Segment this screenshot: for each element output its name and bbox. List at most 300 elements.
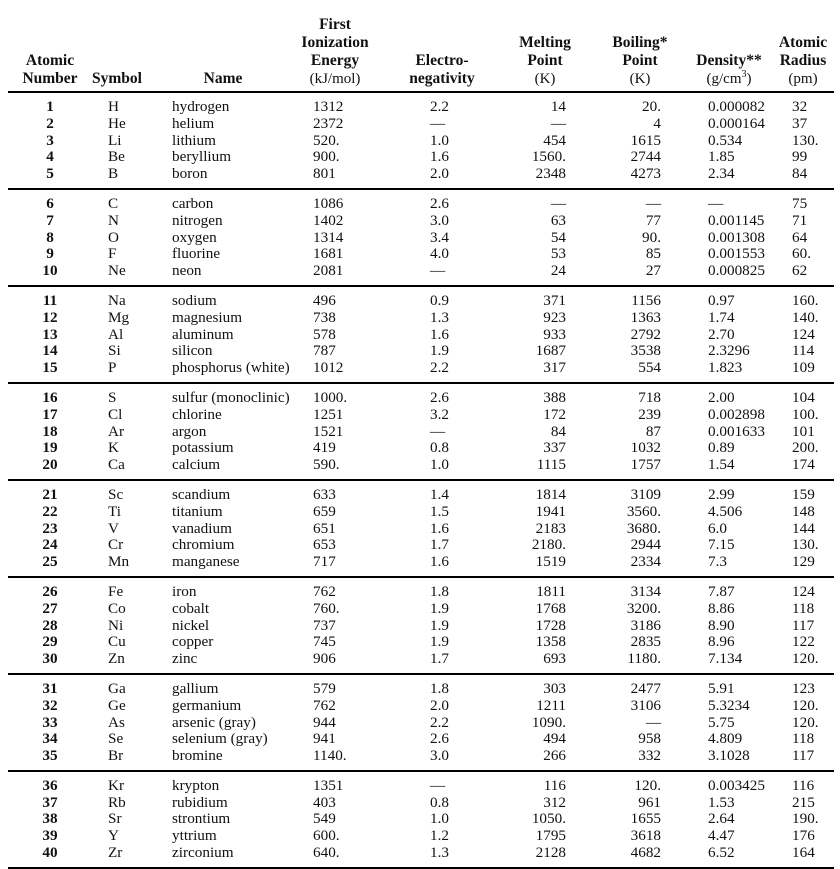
- melting-point-cell: 388: [496, 383, 594, 407]
- boiling-point-cell: 90.: [642, 228, 661, 246]
- boiling-point-cell: 3200.: [626, 599, 661, 617]
- atomic-radius-cell: 160.: [772, 286, 834, 310]
- melting-point-cell: 1814: [496, 480, 594, 504]
- symbol-cell: Ni: [108, 616, 124, 634]
- symbol-cell: C: [92, 189, 164, 213]
- atomic-radius-cell: 75: [772, 189, 834, 213]
- element-name-cell: aluminum: [172, 325, 234, 343]
- table-row: [8, 651, 834, 674]
- symbol-cell: Ca: [108, 456, 125, 474]
- atomic-number-cell: 27: [42, 599, 58, 617]
- melting-point-cell: 303: [496, 674, 594, 698]
- melting-point-cell: 312: [543, 793, 566, 811]
- table-row: [8, 771, 834, 795]
- melting-point-cell: 1090.: [531, 713, 566, 731]
- electronegativity-cell: 2.2: [430, 713, 449, 731]
- atomic-radius-cell: 159: [772, 480, 834, 504]
- ionization-energy-cell: 745: [313, 633, 336, 651]
- boiling-point-cell: 20.: [594, 92, 686, 116]
- ionization-energy-cell: 1681: [313, 245, 344, 263]
- element-name-cell: calcium: [172, 456, 221, 474]
- boiling-point-cell: 87: [645, 422, 661, 440]
- atomic-radius-cell: 190.: [792, 810, 819, 828]
- atomic-radius-cell: 117: [792, 616, 815, 634]
- electronegativity-cell: 2.6: [430, 730, 449, 748]
- element-name-cell: bromine: [172, 747, 223, 765]
- element-name-cell: yttrium: [172, 827, 217, 845]
- symbol-cell: Cu: [108, 633, 126, 651]
- atomic-radius-cell: 124: [792, 325, 815, 343]
- ionization-energy-cell: 1312: [282, 92, 388, 116]
- electronegativity-cell: 2.6: [388, 189, 496, 213]
- atomic-radius-cell: 164: [792, 844, 815, 862]
- table-row: [8, 424, 834, 441]
- density-cell: 1.74: [708, 308, 735, 326]
- electronegativity-cell: 2.2: [388, 92, 496, 116]
- table-row: [8, 795, 834, 812]
- atomic-number-cell: 24: [42, 536, 58, 554]
- density-cell: 3.1028: [708, 747, 750, 765]
- melting-point-cell: 317: [543, 359, 566, 377]
- atomic-radius-cell: 122: [792, 633, 815, 651]
- table-row: [8, 327, 834, 344]
- ionization-energy-cell: 579: [282, 674, 388, 698]
- melting-point-cell: 1795: [535, 827, 566, 845]
- atomic-radius-cell: 118: [792, 599, 815, 617]
- atomic-number-cell: 23: [42, 519, 58, 537]
- symbol-cell: Na: [92, 286, 164, 310]
- element-name-cell: sodium: [164, 286, 282, 310]
- melting-point-cell: 116: [496, 771, 594, 795]
- atomic-number-cell: 15: [42, 359, 58, 377]
- element-name-cell: germanium: [172, 696, 242, 714]
- atomic-number-cell: 18: [42, 422, 58, 440]
- table-row: [8, 92, 834, 116]
- electronegativity-cell: 3.2: [430, 405, 449, 423]
- symbol-cell: N: [108, 211, 119, 229]
- ionization-energy-cell: 496: [282, 286, 388, 310]
- density-cell: 0.003425: [686, 771, 772, 795]
- melting-point-cell: 1211: [536, 696, 566, 714]
- table-row: [8, 407, 834, 424]
- density-unit: $(g/cm^3)$: [706, 69, 752, 87]
- boiling-point-cell: 3618: [630, 827, 661, 845]
- melting-point-cell: 693: [543, 650, 566, 668]
- melting-point-cell: 337: [543, 439, 566, 457]
- density-cell: 2.70: [708, 325, 735, 343]
- ionization-energy-cell: 419: [313, 439, 336, 457]
- melting-point-cell: 172: [543, 405, 566, 423]
- atomic-number-cell: 35: [42, 747, 58, 765]
- ionization-energy-cell: 520.: [313, 131, 340, 149]
- density-cell: 4.809: [708, 730, 743, 748]
- symbol-cell: Li: [108, 131, 122, 149]
- element-properties-table: [8, 16, 834, 869]
- element-name-cell: chromium: [172, 536, 235, 554]
- melting-point-cell: 1115: [536, 456, 566, 474]
- atomic-number-cell: 25: [42, 553, 58, 571]
- electronegativity-cell: 2.0: [430, 165, 449, 183]
- element-name-cell: selenium (gray): [172, 730, 268, 748]
- ionization-energy-cell: 944: [313, 713, 336, 731]
- symbol-cell: Rb: [108, 793, 126, 811]
- atomic-radius-cell: 37: [792, 114, 808, 132]
- electronegativity-cell: 1.6: [430, 553, 449, 571]
- atomic-number-cell: 4: [46, 148, 54, 166]
- density-cell: 5.3234: [708, 696, 750, 714]
- atomic-number-cell: 26: [8, 577, 92, 601]
- table-row: [8, 618, 834, 635]
- table-row: [8, 213, 834, 230]
- electronegativity-cell: 1.8: [388, 674, 496, 698]
- melting-point-cell: 2180.: [531, 536, 566, 554]
- element-name-cell: strontium: [172, 810, 231, 828]
- melting-point-cell: 1768: [535, 599, 566, 617]
- element-name-cell: scandium: [164, 480, 282, 504]
- electronegativity-cell: 0.8: [430, 439, 449, 457]
- atomic-number-cell: 30: [42, 650, 58, 668]
- header-atomic-radius: Atomic Radius (pm): [778, 34, 828, 87]
- atomic-number-cell: 39: [42, 827, 58, 845]
- density-cell: 0.001308: [708, 228, 765, 246]
- melting-point-cell: 2128: [535, 844, 566, 862]
- atomic-radius-cell: 120.: [792, 713, 819, 731]
- density-cell: —: [686, 189, 772, 213]
- density-cell: 1.53: [708, 793, 735, 811]
- symbol-cell: F: [108, 245, 117, 263]
- element-name-cell: silicon: [172, 342, 213, 360]
- electronegativity-cell: 0.9: [388, 286, 496, 310]
- atomic-number-cell: 21: [8, 480, 92, 504]
- electronegativity-cell: —: [430, 422, 446, 440]
- electronegativity-cell: 1.9: [430, 599, 449, 617]
- atomic-radius-cell: 148: [792, 502, 815, 520]
- boiling-point-cell: 1180.: [627, 650, 661, 668]
- atomic-radius-cell: 117: [792, 747, 815, 765]
- electronegativity-cell: 4.0: [430, 245, 449, 263]
- boiling-point-cell: 2835: [630, 633, 661, 651]
- symbol-cell: Ge: [108, 696, 126, 714]
- symbol-cell: He: [108, 114, 126, 132]
- ionization-energy-cell: 1521: [313, 422, 344, 440]
- melting-point-cell: 923: [543, 308, 566, 326]
- atomic-radius-cell: 215: [792, 793, 815, 811]
- header-name: Name: [203, 70, 243, 87]
- density-cell: 0.000082: [686, 92, 772, 116]
- melting-point-cell: 454: [543, 131, 566, 149]
- symbol-cell: Co: [108, 599, 126, 617]
- ionization-energy-cell: 941: [313, 730, 336, 748]
- atomic-radius-cell: 32: [772, 92, 834, 116]
- density-cell: 7.15: [708, 536, 735, 554]
- symbol-cell: O: [108, 228, 119, 246]
- melting-point-cell: 266: [543, 747, 566, 765]
- element-name-cell: hydrogen: [164, 92, 282, 116]
- electronegativity-cell: 1.0: [430, 456, 449, 474]
- ionization-energy-cell: 1086: [282, 189, 388, 213]
- melting-point-cell: 1050.: [531, 810, 566, 828]
- boiling-point-cell: 958: [638, 730, 661, 748]
- ionization-energy-cell: 1351: [282, 771, 388, 795]
- density-cell: 2.3296: [708, 342, 750, 360]
- atomic-number-cell: 6: [8, 189, 92, 213]
- density-cell: 2.64: [708, 810, 735, 828]
- table-row: [8, 731, 834, 748]
- melting-point-cell: 63: [550, 211, 566, 229]
- ionization-energy-cell: 738: [313, 308, 336, 326]
- ionization-energy-cell: 633: [282, 480, 388, 504]
- ionization-energy-cell: 1000.: [282, 383, 388, 407]
- element-name-cell: chlorine: [172, 405, 222, 423]
- melting-point-cell: 2348: [535, 165, 566, 183]
- boiling-point-cell: 4682: [630, 844, 661, 862]
- melting-point-cell: 84: [550, 422, 566, 440]
- density-cell: 8.96: [708, 633, 735, 651]
- header-electronegativity: Electro- negativity: [409, 52, 475, 87]
- melting-point-cell: 1728: [535, 616, 566, 634]
- symbol-cell: Se: [108, 730, 124, 748]
- element-name-cell: copper: [172, 633, 214, 651]
- atomic-number-cell: 16: [8, 383, 92, 407]
- symbol-cell: Ga: [92, 674, 164, 698]
- boiling-point-cell: 4273: [630, 165, 661, 183]
- electronegativity-cell: 1.6: [430, 325, 449, 343]
- table-row: [8, 189, 834, 213]
- electronegativity-cell: 3.0: [430, 211, 449, 229]
- table-row: [8, 286, 834, 310]
- atomic-number-cell: 1: [8, 92, 92, 116]
- melting-point-cell: —: [550, 114, 566, 132]
- boiling-point-cell: 2334: [630, 553, 661, 571]
- boiling-point-cell: 27: [645, 262, 661, 280]
- atomic-radius-cell: 130.: [792, 536, 819, 554]
- symbol-cell: Zn: [108, 650, 125, 668]
- density-cell: 7.134: [708, 650, 743, 668]
- electronegativity-cell: 1.2: [430, 827, 449, 845]
- table-row: [8, 537, 834, 554]
- electronegativity-cell: 3.4: [430, 228, 449, 246]
- atomic-number-cell: 17: [42, 405, 58, 423]
- density-cell: 2.99: [686, 480, 772, 504]
- electronegativity-cell: 2.6: [388, 383, 496, 407]
- density-cell: 0.001633: [708, 422, 765, 440]
- atomic-number-cell: 34: [42, 730, 58, 748]
- ionization-energy-cell: 549: [313, 810, 336, 828]
- symbol-cell: Sr: [108, 810, 122, 828]
- ionization-energy-cell: 801: [313, 165, 336, 183]
- boiling-point-cell: 3680.: [626, 519, 661, 537]
- table-row: [8, 480, 834, 504]
- atomic-number-cell: 13: [42, 325, 58, 343]
- boiling-point-cell: 3106: [630, 696, 661, 714]
- boiling-point-cell: 2477: [594, 674, 686, 698]
- electronegativity-cell: 1.8: [388, 577, 496, 601]
- atomic-number-cell: 20: [42, 456, 58, 474]
- boiling-point-cell: 2744: [630, 148, 661, 166]
- electronegativity-cell: 1.3: [430, 308, 449, 326]
- electronegativity-cell: —: [430, 114, 446, 132]
- ionization-energy-cell: 600.: [313, 827, 340, 845]
- boiling-point-cell: 1032: [630, 439, 661, 457]
- melting-point-cell: 1811: [496, 577, 594, 601]
- electronegativity-cell: 1.5: [430, 502, 449, 520]
- table-row: [8, 748, 834, 771]
- table-row: [8, 634, 834, 651]
- table-row: [8, 383, 834, 407]
- element-name-cell: zirconium: [172, 844, 234, 862]
- boiling-point-cell: 2944: [630, 536, 661, 554]
- symbol-cell: Mg: [108, 308, 130, 326]
- density-cell: 0.001145: [708, 211, 765, 229]
- table-row: [8, 116, 834, 133]
- table-row: [8, 263, 834, 286]
- boiling-point-cell: 1655: [630, 810, 661, 828]
- ionization-energy-cell: 900.: [313, 148, 340, 166]
- atomic-number-cell: 5: [46, 165, 54, 183]
- boiling-point-cell: 3538: [630, 342, 661, 360]
- melting-point-cell: 53: [550, 245, 566, 263]
- header-melting-point: Melting Point (K): [519, 34, 571, 87]
- atomic-number-cell: 28: [42, 616, 58, 634]
- density-cell: 0.000825: [708, 262, 765, 280]
- density-cell: 0.97: [686, 286, 772, 310]
- atomic-radius-cell: 60.: [792, 245, 811, 263]
- ionization-energy-cell: 762: [282, 577, 388, 601]
- boiling-point-cell: 1363: [630, 308, 661, 326]
- boiling-point-cell: 3109: [594, 480, 686, 504]
- ionization-energy-cell: 403: [313, 793, 336, 811]
- melting-point-cell: 1358: [535, 633, 566, 651]
- table-row: [8, 166, 834, 189]
- boiling-point-cell: 554: [638, 359, 661, 377]
- boiling-point-cell: —: [645, 713, 661, 731]
- atomic-radius-cell: 118: [792, 730, 815, 748]
- atomic-number-cell: 31: [8, 674, 92, 698]
- boiling-point-cell: 4: [653, 114, 661, 132]
- electronegativity-cell: 0.8: [430, 793, 449, 811]
- atomic-number-cell: 29: [42, 633, 58, 651]
- atomic-number-cell: 9: [46, 245, 54, 263]
- melting-point-cell: 371: [496, 286, 594, 310]
- symbol-cell: B: [108, 165, 119, 183]
- atomic-number-cell: 40: [42, 844, 58, 862]
- ionization-energy-cell: 578: [313, 325, 336, 343]
- table-row: [8, 715, 834, 732]
- melting-point-cell: 2183: [535, 519, 566, 537]
- melting-point-cell: 1941: [535, 502, 566, 520]
- ionization-energy-cell: 1314: [313, 228, 344, 246]
- electronegativity-cell: 1.3: [430, 844, 449, 862]
- atomic-radius-cell: 114: [792, 342, 815, 360]
- density-cell: 0.002898: [708, 405, 765, 423]
- atomic-number-cell: 14: [42, 342, 58, 360]
- ionization-energy-cell: 651: [313, 519, 336, 537]
- density-cell: 8.90: [708, 616, 735, 634]
- atomic-radius-cell: 174: [792, 456, 815, 474]
- ionization-energy-cell: 762: [313, 696, 336, 714]
- density-cell: 4.47: [708, 827, 735, 845]
- element-name-cell: neon: [172, 262, 202, 280]
- element-name-cell: carbon: [164, 189, 282, 213]
- electronegativity-cell: 1.6: [430, 519, 449, 537]
- boiling-point-cell: 1156: [594, 286, 686, 310]
- melting-point-cell: 1519: [535, 553, 566, 571]
- symbol-cell: K: [108, 439, 119, 457]
- melting-point-cell: 494: [543, 730, 566, 748]
- density-cell: 6.52: [708, 844, 735, 862]
- symbol-cell: Y: [108, 827, 119, 845]
- atomic-number-cell: 33: [42, 713, 58, 731]
- element-name-cell: cobalt: [172, 599, 210, 617]
- density-cell: 2.00: [686, 383, 772, 407]
- melting-point-cell: 14: [496, 92, 594, 116]
- element-name-cell: beryllium: [172, 148, 232, 166]
- atomic-number-cell: 3: [46, 131, 54, 149]
- melting-point-cell: —: [496, 189, 594, 213]
- atomic-radius-cell: 116: [772, 771, 834, 795]
- element-name-cell: rubidium: [172, 793, 228, 811]
- ionization-energy-cell: 640.: [313, 844, 340, 862]
- electronegativity-cell: 1.9: [430, 342, 449, 360]
- density-cell: 0.001553: [708, 245, 765, 263]
- atomic-radius-cell: 124: [772, 577, 834, 601]
- header-density: Density** $(g/cm^3)$: [696, 52, 762, 87]
- electronegativity-cell: —: [430, 262, 446, 280]
- element-name-cell: fluorine: [172, 245, 221, 263]
- atomic-radius-cell: 144: [792, 519, 815, 537]
- ionization-energy-cell: 659: [313, 502, 336, 520]
- atomic-radius-cell: 123: [772, 674, 834, 698]
- symbol-cell: V: [108, 519, 119, 537]
- boiling-point-cell: 1757: [630, 456, 661, 474]
- symbol-cell: Zr: [108, 844, 123, 862]
- atomic-radius-cell: 129: [792, 553, 815, 571]
- element-name-cell: manganese: [172, 553, 240, 571]
- melting-point-cell: 1687: [535, 342, 566, 360]
- boiling-point-cell: 3186: [630, 616, 661, 634]
- melting-point-cell: 54: [550, 228, 566, 246]
- symbol-cell: Ti: [108, 502, 121, 520]
- electronegativity-cell: 1.7: [430, 536, 449, 554]
- element-name-cell: iron: [164, 577, 282, 601]
- atomic-radius-cell: 104: [772, 383, 834, 407]
- table-row: [8, 440, 834, 457]
- header-boiling-point: Boiling* Point (K): [612, 34, 668, 87]
- atomic-radius-cell: 176: [792, 827, 815, 845]
- electronegativity-cell: 2.2: [430, 359, 449, 377]
- header-row: [8, 16, 834, 92]
- electronegativity-cell: 1.9: [430, 616, 449, 634]
- atomic-radius-cell: 100.: [792, 405, 819, 423]
- ionization-energy-cell: 737: [313, 616, 336, 634]
- density-cell: 0.89: [708, 439, 735, 457]
- density-cell: 1.823: [708, 359, 743, 377]
- atomic-number-cell: 10: [42, 262, 58, 280]
- density-cell: 7.3: [708, 553, 727, 571]
- table-row: [8, 504, 834, 521]
- density-cell: 7.87: [686, 577, 772, 601]
- element-name-cell: gallium: [164, 674, 282, 698]
- ionization-energy-cell: 2081: [313, 262, 344, 280]
- table-row: [8, 310, 834, 327]
- symbol-cell: Ar: [108, 422, 125, 440]
- electronegativity-cell: 1.0: [430, 131, 449, 149]
- melting-point-cell: 1560.: [531, 148, 566, 166]
- boiling-point-cell: 3560.: [626, 502, 661, 520]
- ionization-energy-cell: 590.: [313, 456, 340, 474]
- table-row: [8, 149, 834, 166]
- header-symbol: Symbol: [92, 70, 142, 87]
